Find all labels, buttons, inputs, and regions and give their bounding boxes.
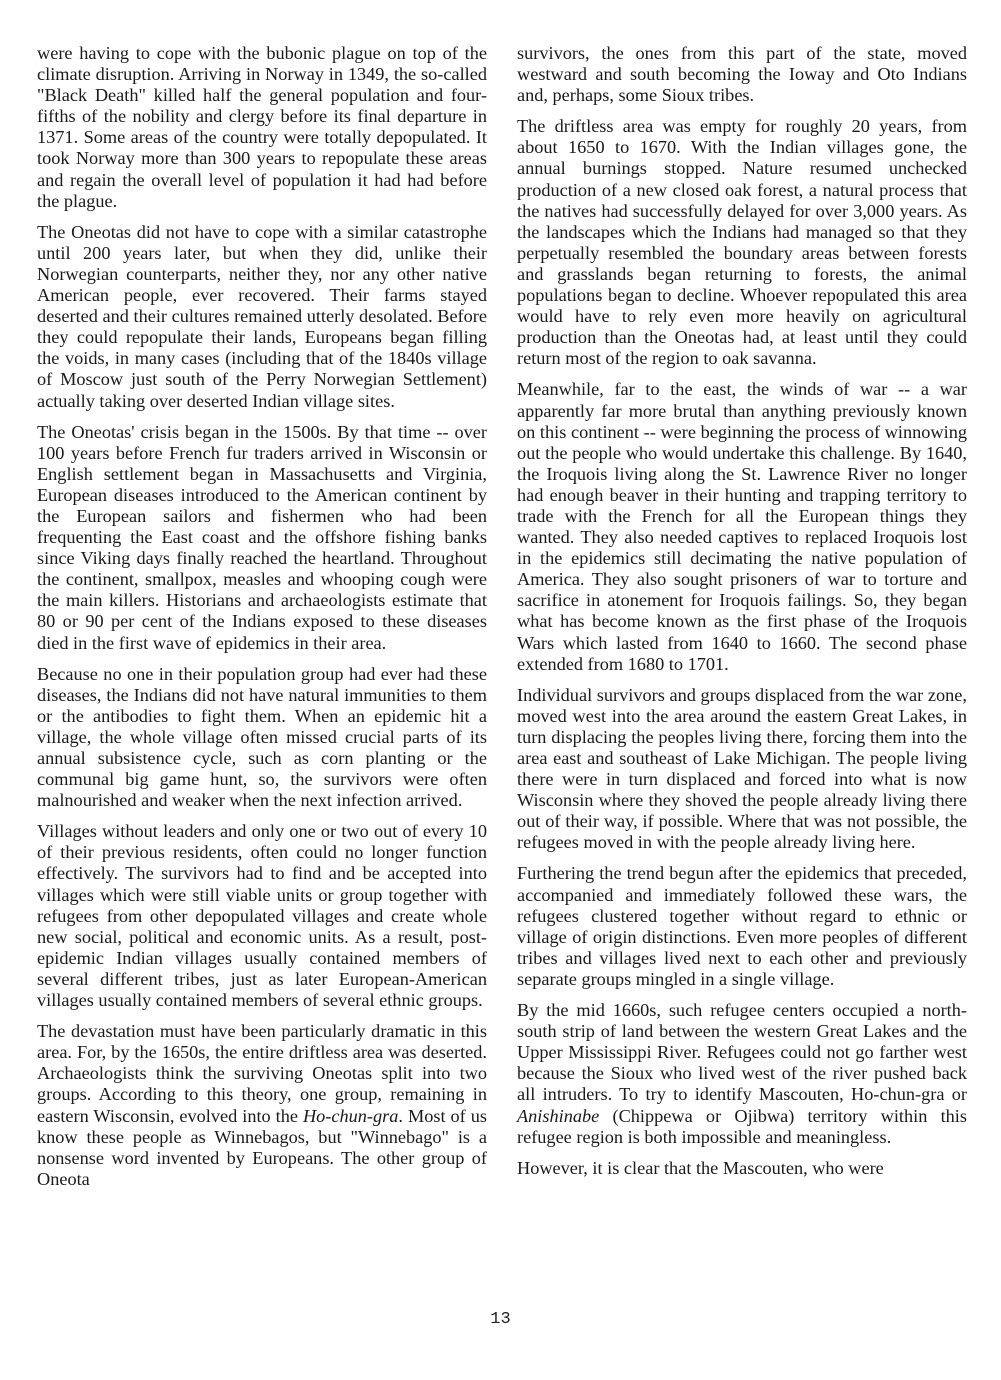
paragraph: [517, 1000, 967, 1148]
italic-term: Ho-chun-gra: [302, 1105, 399, 1126]
paragraph: Meanwhile, far to the east, the winds of war -- a war apparently far more brutal than anything previously known on this continent -- were beginning the process of winnowing out the people who would undertake this challenge. By 1640, the Iroquois living along the St. Lawrence River no longer had enough beaver in their hunting and trapping territory to trade with the French for all the European things they wanted. They also needed captives to replaced Iroquois lost in the epidemics still decimating the native population of America. They also sought prisoners of war to torture and sacrifice in atonement for Iroquois failings. So, they began what has become known as the first phase of the Iroquois Wars which lasted from 1640 to 1660. The second phase extended from 1680 to 1701.: [517, 379, 967, 674]
page-number: 13: [490, 1310, 511, 1329]
italic-term: Anishinabe: [517, 1105, 600, 1126]
paragraph: The driftless area was empty for roughly 20 years, from about 1650 to 1670. With the Indian villages gone, the annual burnings stopped. Nature resumed unchecked production of a new closed oak forest, a natural process that the natives had successfully delayed for over 3,000 years. As the landscapes which the Indians had managed so that they perpetually resembled the boundary areas between forests and grasslands began returning to forests, the animal populations began to decline. Whoever repopulated this area would have to rely even more heavily on agricultural production than the Oneotas had, at least until they could return most of the region to oak savanna.: [517, 116, 967, 369]
paragraph: Individual survivors and groups displaced from the war zone, moved west into the area around the eastern Great Lakes, in turn displacing the peoples living there, forcing them into the area east and southeast of Lake Michigan. The people living there were in turn displaced and forced into what is now Wisconsin where they shoved the people already living there out of their way, if possible. Where that was not possible, the refugees moved in with the people already living here.: [517, 684, 967, 853]
paragraph-text: (Chippewa or Ojibwa) territory within this refugee region is both impossible and meaningless.: [517, 1105, 967, 1147]
paragraph: Furthering the trend begun after the epidemics that preceded, accompanied and immediately followed these wars, the refugees clustered together without regard to ethnic or village of origin distinctions. Even more peoples of different tribes and villages lived next to each other and previously separate groups mingled in a single village.: [517, 863, 967, 989]
right-column: [517, 43, 967, 1189]
paragraph-text: The devastation must have been particularly dramatic in this area. For, by the 1650s, the entire driftless area was deserted. Archaeologists think the surviving Oneotas split into two groups. According to this theory, one group, remaining in eastern Wisconsin, evolved into the: [37, 1021, 487, 1126]
paragraph: Villages without leaders and only one or two out of every 10 of their previous residents, often could no longer function effectively. The survivors had to find and be accepted into villages which were still viable units or group together with refugees from other depopulated villages and create whole new social, political and economic units. As a result, post-epidemic Indian villages usually contained members of several different tribes, just as later European-American villages usually contained members of several ethnic groups.: [37, 821, 487, 1011]
paragraph: The Oneotas did not have to cope with a similar catastrophe until 200 years later, but when they did, unlike their Norwegian counterparts, neither they, nor any other native American people, ever recovered. Their farms stayed deserted and their cultures remained utterly desolated. Before they could repopulate their lands, Europeans began filling the voids, in many cases (including that of the 1840s village of Moscow just south of the Perry Norwegian Settlement) actually taking over deserted Indian village sites.: [37, 221, 487, 411]
paragraph: Because no one in their population group had ever had these diseases, the Indians did not have natural immunities to them or the antibodies to fight them. When an epidemic hit a village, the whole village often missed crucial parts of its annual subsistence cycle, such as corn planting or the communal big game hunt, so, the survivors were often malnourished and weaker when the next infection arrived.: [37, 663, 487, 811]
left-column: [37, 43, 487, 1200]
paragraph: survivors, the ones from this part of the state, moved westward and south becoming the Ioway and Oto Indians and, perhaps, some Sioux tribes.: [517, 43, 967, 106]
paragraph: The Oneotas' crisis began in the 1500s. By that time -- over 100 years before French fur traders arrived in Wisconsin or English settlement began in Massachusetts and Virginia, European diseases introduced to the American continent by the European sailors and fishermen who had been frequenting the East coast and the offshore fishing banks since Viking days finally reached the heartland. Throughout the continent, smallpox, measles and whooping cough were the main killers. Historians and archaeologists estimate that 80 or 90 per cent of the Indians exposed to these diseases died in the first wave of epidemics in their area.: [37, 421, 487, 653]
paragraph-text: . Most of us know these people as Winnebagos, but "Winnebago" is a nonsense word invented by Europeans. The other group of Oneota: [37, 1105, 487, 1189]
paragraph-text: By the mid 1660s, such refugee centers occupied a north-south strip of land between the western Great Lakes and the Upper Mississippi River. Refugees could not go farther west because the Sioux who lived west of the river pushed back all intruders. To try to identify Mascouten, Ho-chun-gra or: [517, 1000, 967, 1105]
paragraph: were having to cope with the bubonic plague on top of the climate disruption. Arriving in Norway in 1349, the so-called "Black Death" killed half the general population and four-fifths of the nobility and clergy before its final departure in 1371. Some areas of the country were totally depopulated. It took Norway more than 300 years to repopulate these areas and regain the overall level of population it had had before the plague.: [37, 43, 487, 211]
paragraph: [37, 1021, 487, 1190]
paragraph: However, it is clear that the Mascouten, who were: [517, 1157, 884, 1178]
